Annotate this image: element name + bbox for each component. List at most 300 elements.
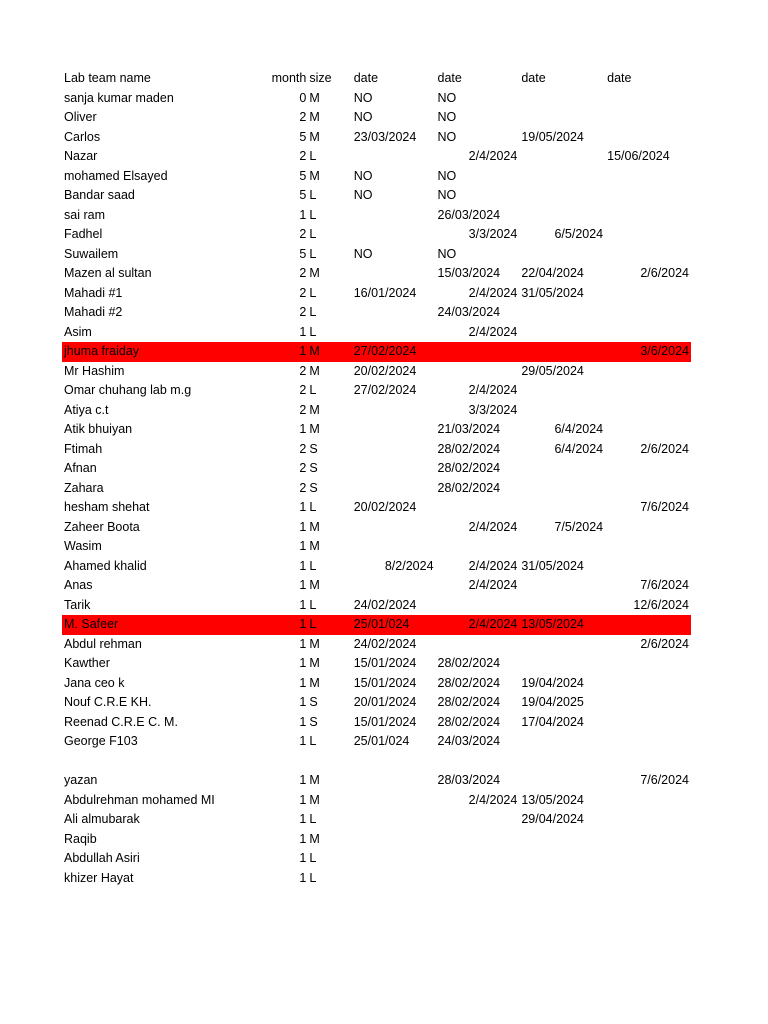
cell-month[interactable]: 5 — [299, 188, 307, 202]
cell-date-1[interactable] — [352, 576, 436, 596]
cell-date-2[interactable]: NO — [437, 129, 457, 144]
cell-size[interactable]: S — [309, 480, 318, 495]
cell-date-1[interactable]: 27/02/2024 — [352, 342, 436, 362]
header-date-1[interactable]: date — [353, 71, 379, 85]
cell-date-3[interactable] — [519, 381, 605, 401]
cell-date-1[interactable] — [352, 264, 436, 284]
cell-date-1[interactable] — [352, 518, 436, 538]
cell-date-1[interactable]: 15/01/2024 — [353, 656, 417, 670]
cell-date-3[interactable] — [519, 576, 605, 596]
cell-month[interactable]: 1 — [299, 422, 307, 436]
cell-date-4[interactable] — [605, 128, 691, 148]
cell-month[interactable]: 1 — [299, 831, 307, 846]
cell-size[interactable]: S — [309, 461, 318, 475]
cell-date-4[interactable] — [605, 459, 691, 479]
cell-size[interactable]: L — [309, 615, 351, 635]
cell-date-4[interactable] — [605, 830, 691, 850]
cell-date-3[interactable]: 29/04/2024 — [521, 812, 584, 826]
table-row — [62, 615, 691, 635]
cell-size[interactable]: M — [309, 656, 320, 670]
cell-date-1[interactable]: 23/03/2024 — [353, 129, 417, 144]
cell-date-4[interactable] — [605, 752, 691, 772]
table-row — [62, 225, 691, 245]
cell-month[interactable]: 1 — [299, 675, 307, 690]
cell-date-2[interactable]: 2/4/2024 — [468, 578, 518, 592]
cell-size[interactable]: L — [309, 870, 317, 885]
cell-date-4[interactable] — [605, 362, 691, 382]
cell-date-1[interactable] — [352, 771, 436, 791]
cell-date-4[interactable] — [605, 693, 691, 713]
cell-date-3[interactable] — [519, 537, 605, 557]
cell-month[interactable]: 1 — [299, 324, 307, 339]
cell-name[interactable]: Mahadi #2 — [64, 305, 123, 319]
cell-date-2[interactable]: 26/03/2024 — [437, 207, 501, 222]
cell-size[interactable]: L — [309, 227, 317, 241]
cell-name[interactable]: khizer Hayat — [64, 870, 134, 885]
cell-date-1[interactable] — [352, 810, 436, 830]
cell-date-3[interactable]: 13/05/2024 — [521, 792, 584, 807]
cell-date-4[interactable] — [605, 518, 691, 538]
cell-date-4[interactable]: 7/6/2024 — [640, 500, 689, 514]
cell-size[interactable]: M — [309, 363, 320, 378]
cell-date-1[interactable] — [352, 147, 436, 167]
cell-size[interactable]: L — [309, 149, 317, 163]
cell-size[interactable]: M — [309, 539, 320, 553]
cell-date-3[interactable] — [519, 401, 605, 421]
cell-date-1[interactable] — [352, 303, 436, 323]
cell-date-3[interactable] — [519, 830, 605, 850]
cell-size[interactable]: L — [309, 597, 317, 612]
blank-row — [62, 752, 691, 772]
cell-date-2[interactable]: NO — [437, 110, 457, 124]
cell-name[interactable]: Zahara — [64, 480, 104, 495]
cell-name[interactable]: Asim — [64, 324, 92, 339]
cell-date-2[interactable] — [436, 596, 520, 616]
cell-size[interactable]: M — [309, 773, 320, 787]
cell-size[interactable]: M — [309, 168, 320, 183]
cell-name[interactable] — [62, 752, 254, 772]
cell-date-3[interactable] — [519, 771, 605, 791]
cell-name[interactable]: Abdul rehman — [64, 636, 142, 651]
cell-date-2[interactable] — [436, 752, 520, 772]
cell-month[interactable]: 2 — [299, 305, 307, 319]
cell-date-4[interactable]: 12/6/2024 — [633, 597, 689, 612]
cell-month[interactable]: 1 — [299, 656, 307, 670]
cell-name[interactable]: George F103 — [64, 734, 138, 748]
cell-date-1[interactable] — [352, 537, 436, 557]
cell-size[interactable]: L — [309, 812, 317, 826]
cell-date-4[interactable] — [605, 186, 691, 206]
cell-date-2[interactable]: 2/4/2024 — [468, 519, 518, 534]
cell-date-1[interactable]: NO — [353, 246, 373, 261]
cell-month[interactable]: 1 — [299, 851, 307, 865]
cell-size[interactable]: S — [309, 714, 318, 729]
cell-date-2[interactable]: 2/4/2024 — [468, 558, 518, 573]
cell-date-3[interactable] — [519, 167, 605, 187]
cell-date-1[interactable]: 20/02/2024 — [353, 500, 417, 514]
cell-date-4[interactable]: 2/6/2024 — [640, 266, 689, 280]
cell-name[interactable]: Kawther — [64, 656, 110, 670]
cell-date-2[interactable]: 2/4/2024 — [468, 149, 518, 163]
cell-name[interactable]: Mazen al sultan — [64, 266, 152, 280]
cell-date-1[interactable] — [352, 830, 436, 850]
cell-month[interactable]: 2 — [299, 363, 307, 378]
cell-date-2[interactable]: 28/02/2024 — [437, 675, 501, 690]
cell-date-4[interactable] — [605, 654, 691, 674]
cell-date-3[interactable]: 6/4/2024 — [554, 441, 604, 456]
cell-date-2[interactable] — [436, 362, 520, 382]
cell-date-2[interactable] — [436, 869, 520, 889]
cell-date-3[interactable]: 31/05/2024 — [521, 285, 584, 300]
cell-month[interactable]: 2 — [299, 480, 307, 495]
cell-size[interactable]: L — [309, 851, 317, 865]
cell-date-4[interactable] — [605, 245, 691, 265]
cell-date-4[interactable]: 7/6/2024 — [640, 773, 689, 787]
cell-date-2[interactable]: 15/03/2024 — [437, 266, 501, 280]
cell-month[interactable]: 1 — [299, 597, 307, 612]
cell-name[interactable]: M. Safeer — [62, 615, 254, 635]
cell-date-1[interactable] — [352, 459, 436, 479]
cell-date-3[interactable]: 17/04/2024 — [521, 714, 584, 729]
cell-date-3[interactable] — [519, 323, 605, 343]
cell-date-3[interactable] — [519, 245, 605, 265]
cell-name[interactable]: Afnan — [64, 461, 97, 475]
cell-date-2[interactable]: 2/4/2024 — [468, 324, 518, 339]
cell-size[interactable]: L — [309, 558, 317, 573]
cell-month[interactable]: 1 — [254, 615, 310, 635]
cell-date-4[interactable] — [605, 225, 691, 245]
cell-date-3[interactable]: 6/5/2024 — [554, 227, 604, 241]
cell-date-4[interactable] — [605, 557, 691, 577]
header-month[interactable]: month — [271, 71, 307, 85]
cell-name[interactable]: jhuma fraiday — [62, 342, 254, 362]
cell-date-1[interactable] — [352, 752, 436, 772]
cell-date-1[interactable]: 25/01/024 — [353, 734, 410, 748]
cell-size[interactable]: M — [309, 90, 320, 105]
cell-month[interactable]: 2 — [299, 110, 307, 124]
cell-date-3[interactable]: 6/4/2024 — [554, 422, 604, 436]
cell-date-1[interactable]: 25/01/024 — [352, 615, 436, 635]
cell-size[interactable]: M — [309, 519, 320, 534]
cell-date-2[interactable]: 21/03/2024 — [437, 422, 501, 436]
cell-date-3[interactable] — [519, 303, 605, 323]
cell-date-2[interactable] — [436, 537, 520, 557]
cell-size[interactable]: M — [309, 831, 320, 846]
cell-date-4[interactable] — [605, 323, 691, 343]
cell-size[interactable]: M — [309, 578, 320, 592]
cell-date-1[interactable]: 15/01/2024 — [353, 675, 417, 690]
cell-date-4[interactable] — [605, 89, 691, 109]
cell-date-3[interactable] — [519, 89, 605, 109]
cell-date-4[interactable] — [605, 284, 691, 304]
cell-date-2[interactable]: 28/02/2024 — [437, 695, 501, 709]
cell-name[interactable]: Atiya c.t — [64, 402, 109, 417]
cell-date-2[interactable]: NO — [437, 90, 457, 105]
cell-date-4[interactable] — [605, 791, 691, 811]
cell-date-2[interactable]: 28/02/2024 — [437, 441, 501, 456]
cell-date-4[interactable] — [605, 167, 691, 187]
cell-size[interactable]: M — [309, 792, 320, 807]
cell-date-1[interactable] — [352, 225, 436, 245]
cell-name[interactable]: Reenad C.R.E C. M. — [64, 714, 178, 729]
cell-date-1[interactable] — [352, 791, 436, 811]
cell-date-1[interactable]: 8/2/2024 — [384, 558, 434, 573]
cell-date-3[interactable] — [519, 459, 605, 479]
cell-date-1[interactable] — [352, 206, 436, 226]
cell-date-2[interactable]: 2/4/2024 — [436, 615, 520, 635]
cell-date-3[interactable] — [519, 635, 605, 655]
cell-date-2[interactable]: 3/3/2024 — [468, 402, 518, 417]
cell-date-1[interactable]: NO — [353, 188, 373, 202]
cell-date-2[interactable]: NO — [437, 168, 457, 183]
cell-month[interactable]: 1 — [299, 519, 307, 534]
cell-date-3[interactable] — [519, 498, 605, 518]
cell-name[interactable]: Anas — [64, 578, 93, 592]
cell-size[interactable]: M — [309, 675, 320, 690]
cell-name[interactable]: Ahamed khalid — [64, 558, 147, 573]
cell-date-2[interactable]: 28/03/2024 — [437, 773, 501, 787]
cell-month[interactable]: 1 — [254, 342, 310, 362]
cell-date-3[interactable]: 22/04/2024 — [521, 266, 584, 280]
cell-date-2[interactable] — [436, 635, 520, 655]
cell-date-2[interactable]: 24/03/2024 — [437, 305, 501, 319]
cell-date-1[interactable] — [352, 479, 436, 499]
cell-name[interactable]: Zaheer Boota — [64, 519, 140, 534]
cell-date-3[interactable]: 29/05/2024 — [521, 363, 584, 378]
cell-date-3[interactable] — [519, 752, 605, 772]
cell-size[interactable]: M — [309, 342, 351, 362]
cell-date-1[interactable]: NO — [353, 168, 373, 183]
cell-size[interactable]: S — [309, 695, 318, 709]
cell-size[interactable]: L — [309, 324, 317, 339]
cell-size[interactable]: S — [309, 441, 318, 456]
cell-month[interactable]: 1 — [299, 695, 307, 709]
cell-name[interactable]: Abdulrehman mohamed MI — [64, 792, 215, 807]
cell-size[interactable]: M — [309, 422, 320, 436]
cell-name[interactable]: Jana ceo k — [64, 675, 125, 690]
cell-name[interactable]: Atik bhuiyan — [64, 422, 133, 436]
cell-month[interactable]: 2 — [299, 285, 307, 300]
cell-month[interactable]: 1 — [299, 734, 307, 748]
cell-month[interactable]: 5 — [299, 168, 307, 183]
cell-name[interactable]: Nazar — [64, 149, 98, 163]
cell-date-2[interactable]: 28/02/2024 — [437, 656, 501, 670]
table-row — [62, 635, 691, 655]
cell-size[interactable]: L — [309, 383, 317, 397]
cell-date-4[interactable] — [605, 849, 691, 869]
cell-name[interactable]: Fadhel — [64, 227, 103, 241]
cell-date-4[interactable]: 2/6/2024 — [640, 636, 689, 651]
cell-date-2[interactable] — [436, 849, 520, 869]
cell-date-1[interactable]: 20/02/2024 — [353, 363, 417, 378]
cell-date-2[interactable]: 2/4/2024 — [468, 792, 518, 807]
cell-date-1[interactable]: NO — [353, 90, 373, 105]
cell-month[interactable]: 5 — [299, 246, 307, 261]
cell-date-2[interactable] — [436, 498, 520, 518]
header-date-3[interactable]: date — [521, 71, 546, 85]
cell-date-3[interactable] — [519, 108, 605, 128]
cell-month[interactable]: 2 — [299, 461, 307, 475]
cell-date-3[interactable] — [519, 849, 605, 869]
cell-date-4[interactable] — [605, 206, 691, 226]
cell-date-1[interactable] — [352, 440, 436, 460]
cell-date-2[interactable] — [436, 810, 520, 830]
cell-name[interactable]: Omar chuhang lab m.g — [64, 383, 192, 397]
cell-name[interactable]: Abdullah Asiri — [64, 851, 140, 865]
cell-date-4[interactable]: 7/6/2024 — [640, 578, 689, 592]
cell-date-1[interactable]: NO — [353, 110, 373, 124]
cell-date-1[interactable] — [352, 323, 436, 343]
cell-date-1[interactable] — [352, 849, 436, 869]
cell-date-3[interactable] — [519, 206, 605, 226]
cell-name[interactable]: Tarik — [64, 597, 91, 612]
cell-date-2[interactable]: NO — [437, 246, 457, 261]
cell-name[interactable]: yazan — [64, 773, 98, 787]
table-row — [62, 830, 691, 850]
cell-month[interactable]: 2 — [299, 149, 307, 163]
cell-date-1[interactable]: 24/02/2024 — [353, 636, 417, 651]
cell-date-3[interactable]: 19/04/2024 — [521, 675, 584, 690]
cell-month[interactable]: 5 — [299, 129, 307, 144]
cell-month[interactable]: 2 — [299, 383, 307, 397]
cell-date-1[interactable] — [352, 869, 436, 889]
cell-month[interactable] — [254, 752, 310, 772]
cell-month[interactable]: 2 — [299, 441, 307, 456]
header-name[interactable]: Lab team name — [64, 71, 151, 85]
cell-name[interactable]: Mr Hashim — [64, 363, 125, 378]
cell-month[interactable]: 1 — [299, 636, 307, 651]
cell-date-4[interactable]: 3/6/2024 — [605, 342, 691, 362]
cell-date-2[interactable]: 2/4/2024 — [468, 285, 518, 300]
cell-date-4[interactable] — [605, 401, 691, 421]
cell-date-3[interactable] — [519, 869, 605, 889]
cell-date-3[interactable]: 31/05/2024 — [521, 558, 584, 573]
cell-name[interactable]: Bandar saad — [64, 188, 135, 202]
cell-size[interactable]: M — [309, 110, 320, 124]
cell-date-4[interactable] — [605, 615, 691, 635]
cell-date-4[interactable] — [605, 537, 691, 557]
cell-date-2[interactable]: 28/02/2024 — [437, 461, 501, 475]
cell-name[interactable]: Nouf C.R.E KH. — [64, 695, 152, 709]
cell-date-4[interactable] — [605, 869, 691, 889]
cell-date-1[interactable]: 15/01/2024 — [353, 714, 417, 729]
cell-month[interactable]: 1 — [299, 539, 307, 553]
cell-name[interactable]: sanja kumar maden — [64, 90, 174, 105]
cell-name[interactable]: Oliver — [64, 110, 97, 124]
cell-date-3[interactable] — [519, 654, 605, 674]
cell-size[interactable]: M — [309, 266, 320, 280]
cell-date-1[interactable] — [352, 420, 436, 440]
cell-date-2[interactable]: 24/03/2024 — [437, 734, 501, 748]
header-date-2[interactable]: date — [437, 71, 462, 85]
cell-date-2[interactable]: 28/02/2024 — [437, 714, 501, 729]
cell-date-1[interactable]: 27/02/2024 — [353, 383, 417, 397]
cell-date-3[interactable] — [519, 186, 605, 206]
cell-date-1[interactable]: 24/02/2024 — [353, 597, 417, 612]
cell-month[interactable]: 1 — [299, 773, 307, 787]
cell-name[interactable]: Suwailem — [64, 246, 119, 261]
header-date-4[interactable]: date — [607, 71, 632, 85]
cell-date-2[interactable] — [436, 830, 520, 850]
cell-date-3[interactable]: 7/5/2024 — [554, 519, 604, 534]
cell-date-3[interactable] — [519, 732, 605, 752]
cell-name[interactable]: mohamed Elsayed — [64, 168, 168, 183]
cell-date-2[interactable]: NO — [437, 188, 457, 202]
cell-month[interactable]: 2 — [299, 402, 307, 417]
cell-name[interactable]: Raqib — [64, 831, 97, 846]
cell-size[interactable]: L — [309, 500, 317, 514]
cell-month[interactable]: 1 — [299, 870, 307, 885]
cell-month[interactable]: 2 — [299, 266, 307, 280]
cell-date-4[interactable] — [605, 732, 691, 752]
cell-name[interactable]: Mahadi #1 — [64, 285, 123, 300]
cell-name[interactable]: Carlos — [64, 129, 101, 144]
cell-date-4[interactable] — [605, 479, 691, 499]
cell-date-4[interactable]: 15/06/2024 — [607, 149, 670, 163]
cell-size[interactable] — [309, 752, 351, 772]
cell-size[interactable]: M — [309, 402, 320, 417]
cell-date-2[interactable]: 2/4/2024 — [468, 383, 518, 397]
cell-size[interactable]: M — [309, 129, 320, 144]
cell-size[interactable]: L — [309, 207, 317, 222]
cell-size[interactable]: L — [309, 188, 317, 202]
cell-size[interactable]: L — [309, 246, 317, 261]
cell-month[interactable]: 1 — [299, 812, 307, 826]
cell-date-4[interactable] — [605, 381, 691, 401]
cell-month[interactable]: 1 — [299, 500, 307, 514]
cell-date-1[interactable]: 16/01/2024 — [353, 285, 417, 300]
cell-date-4[interactable] — [605, 420, 691, 440]
cell-size[interactable]: L — [309, 734, 317, 748]
cell-name[interactable]: hesham shehat — [64, 500, 150, 514]
cell-name[interactable]: Wasim — [64, 539, 102, 553]
cell-date-3[interactable] — [519, 596, 605, 616]
cell-date-3[interactable]: 19/04/2025 — [521, 695, 584, 709]
cell-date-4[interactable] — [605, 810, 691, 830]
cell-date-3[interactable] — [519, 147, 605, 167]
header-size[interactable]: size — [309, 71, 332, 85]
cell-date-3[interactable]: 13/05/2024 — [519, 615, 605, 635]
cell-date-4[interactable] — [605, 303, 691, 323]
cell-month[interactable]: 1 — [299, 578, 307, 592]
cell-name[interactable]: Ali almubarak — [64, 812, 140, 826]
cell-month[interactable]: 1 — [299, 714, 307, 729]
cell-size[interactable]: L — [309, 285, 317, 300]
cell-size[interactable]: L — [309, 305, 317, 319]
cell-month[interactable]: 1 — [299, 792, 307, 807]
cell-date-3[interactable] — [519, 342, 605, 362]
cell-month[interactable]: 0 — [299, 90, 307, 105]
cell-date-4[interactable] — [605, 108, 691, 128]
cell-date-4[interactable] — [605, 674, 691, 694]
cell-name[interactable]: sai ram — [64, 207, 105, 222]
cell-month[interactable]: 1 — [299, 207, 307, 222]
cell-name[interactable]: Ftimah — [64, 441, 103, 456]
cell-date-4[interactable]: 2/6/2024 — [640, 441, 689, 456]
cell-date-1[interactable] — [352, 401, 436, 421]
cell-date-1[interactable]: 20/01/2024 — [353, 695, 417, 709]
cell-month[interactable]: 1 — [299, 558, 307, 573]
cell-size[interactable]: M — [309, 636, 320, 651]
cell-date-2[interactable]: 28/02/2024 — [437, 480, 501, 495]
cell-date-2[interactable]: 3/3/2024 — [468, 227, 518, 241]
cell-date-4[interactable] — [605, 713, 691, 733]
table-row — [62, 849, 691, 869]
cell-date-2[interactable] — [436, 342, 520, 362]
cell-month[interactable]: 2 — [299, 227, 307, 241]
cell-date-3[interactable] — [519, 479, 605, 499]
cell-date-3[interactable]: 19/05/2024 — [521, 129, 584, 144]
